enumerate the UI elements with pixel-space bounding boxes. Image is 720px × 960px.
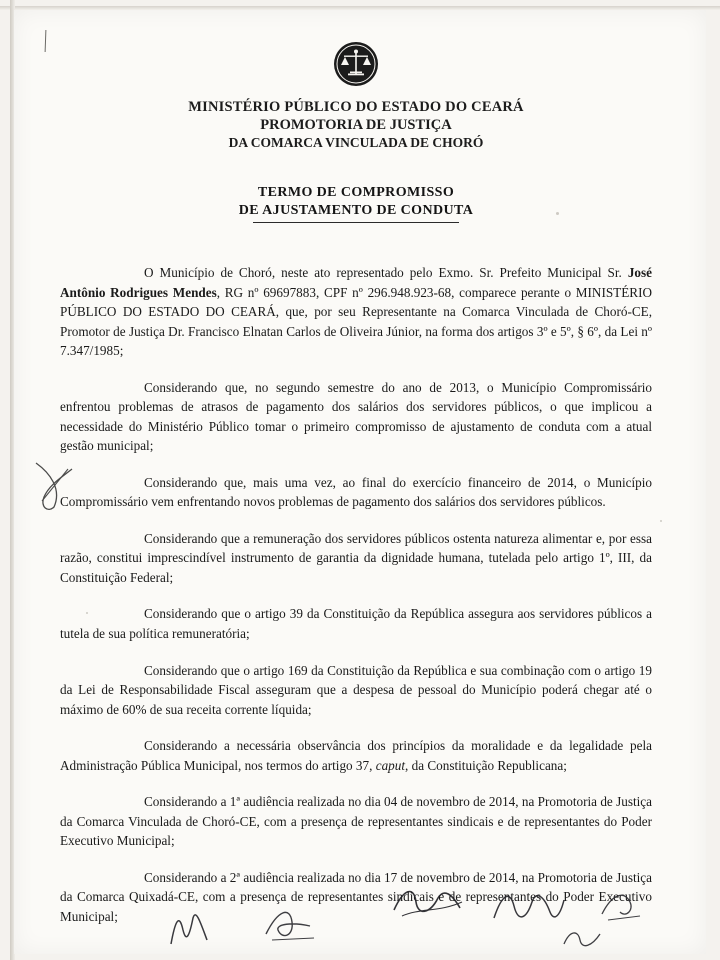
paragraph-considerando-7: [60, 792, 652, 851]
institution-name-line3: DA COMARCA VINCULADA DE CHORÓ: [228, 135, 484, 150]
paragraph-text: Considerando a 1ª audiência realizada no dia 04 de novembro de 2014, na Promotoria de Justiça da Comarca Vinculada de Choró-CE, com a presença de representantes sindicais e de representantes do Poder Executivo Municipal;: [60, 794, 652, 849]
scan-speck: [660, 520, 662, 522]
signature-mark-4: [490, 882, 570, 931]
paragraph-considerando-2: [60, 473, 652, 512]
paragraph-considerando-1: [60, 378, 652, 456]
paragraph-text: , da Constituição Republicana;: [405, 757, 567, 773]
institution-name-line2: PROMOTORIA DE JUSTIÇA: [260, 117, 452, 133]
document-body: [60, 263, 652, 926]
paragraph-emphasis: José Antônio Rodrigues Mendes: [60, 265, 652, 300]
paragraph-considerando-3: [60, 529, 652, 588]
document-title: [60, 185, 652, 223]
margin-scribble-left: [32, 455, 78, 515]
paragraph-considerando-5: [60, 661, 652, 720]
paragraph-text: Considerando que, mais uma vez, ao final do exercício financeiro de 2014, o Município Compromissário vem enfrentando novos problemas de pagamento dos salários dos servidores públicos.: [60, 474, 652, 510]
institution-header: [60, 99, 652, 151]
paragraph-considerando-4: [60, 604, 652, 643]
emblem-container: [60, 40, 652, 93]
paragraph-text: O Município de Choró, neste ato representado pelo Exmo. Sr. Prefeito Municipal Sr.: [144, 265, 628, 280]
paragraph-italic: caput: [375, 757, 406, 773]
document-title-line2: DE AJUSTAMENTO DE CONDUTA: [238, 203, 474, 218]
signature-mark-3: [390, 882, 470, 927]
signature-row: [0, 878, 720, 958]
institution-name-line1: MINISTÉRIO PÚBLICO DO ESTADO DO CEARÁ: [188, 99, 524, 115]
public-ministry-seal-icon: [332, 40, 380, 88]
title-underline: [253, 222, 459, 223]
signature-mark-1: [165, 904, 235, 953]
paragraph-text: Considerando que o artigo 169 da Constituição da República e sua combinação com o artigo 19 da Lei de Responsabilidade Fiscal asseguram que a despesa de pessoal do Município poderá chegar até o máximo de 60% de sua receita corrente líquida;: [60, 662, 652, 717]
document-title-line1: TERMO DE COMPROMISSO: [257, 185, 455, 200]
signature-mark-2: [262, 900, 332, 951]
paragraph-text: Considerando que, no segundo semestre do ano de 2013, o Município Compromissário enfrentou problemas de atrasos de pagamento dos salários dos servidores públicos, o que implicou a necessidade do Ministério Público tomar o primeiro compromisso de ajustamento de conduta com a atual gestão municipal;: [60, 379, 652, 454]
document-content: [60, 30, 652, 943]
paragraph-intro: [60, 263, 652, 361]
paragraph-text: Considerando a necessária observância dos princípios da moralidade e da legalidade pela Administração Pública Municipal, nos termos do artigo 37,: [60, 738, 652, 773]
paragraph-text: Considerando que a remuneração dos servidores públicos ostenta natureza alimentar e, por essa razão, constitui imprescindível instrumento de garantia da dignidade humana, tutelada pelo artigo 1º, III, da Constituição Federal;: [60, 530, 652, 585]
paragraph-text: Considerando a 2ª audiência realizada no dia 17 de novembro de 2014, na Promotoria de Justiça da Comarca Quixadá-CE, com a presença de representantes sindicais e de representantes do Poder Executivo Municipal;: [60, 869, 652, 924]
signature-mark-5: [560, 924, 606, 957]
signature-mark-6: [600, 888, 648, 927]
paragraph-text: , RG nº 69697883, CPF nº 296.948.923-68, comparece perante o MINISTÉRIO PÚBLICO DO ESTADO DO CEARÁ, que, por seu Representante na Comarca Vinculada de Choró-CE, Promotor de Justiça Dr. Francisco Elnatan Carlos de Oliveira Júnior, na forma dos artigos 3º e 5º, § 6º, da Lei nº 7.347/1985;: [60, 284, 652, 359]
paragraph-text: Considerando que o artigo 39 da Constituição da República assegura aos servidores públicos a tutela de sua política remuneratória;: [60, 606, 652, 641]
paragraph-considerando-6: [60, 736, 652, 775]
